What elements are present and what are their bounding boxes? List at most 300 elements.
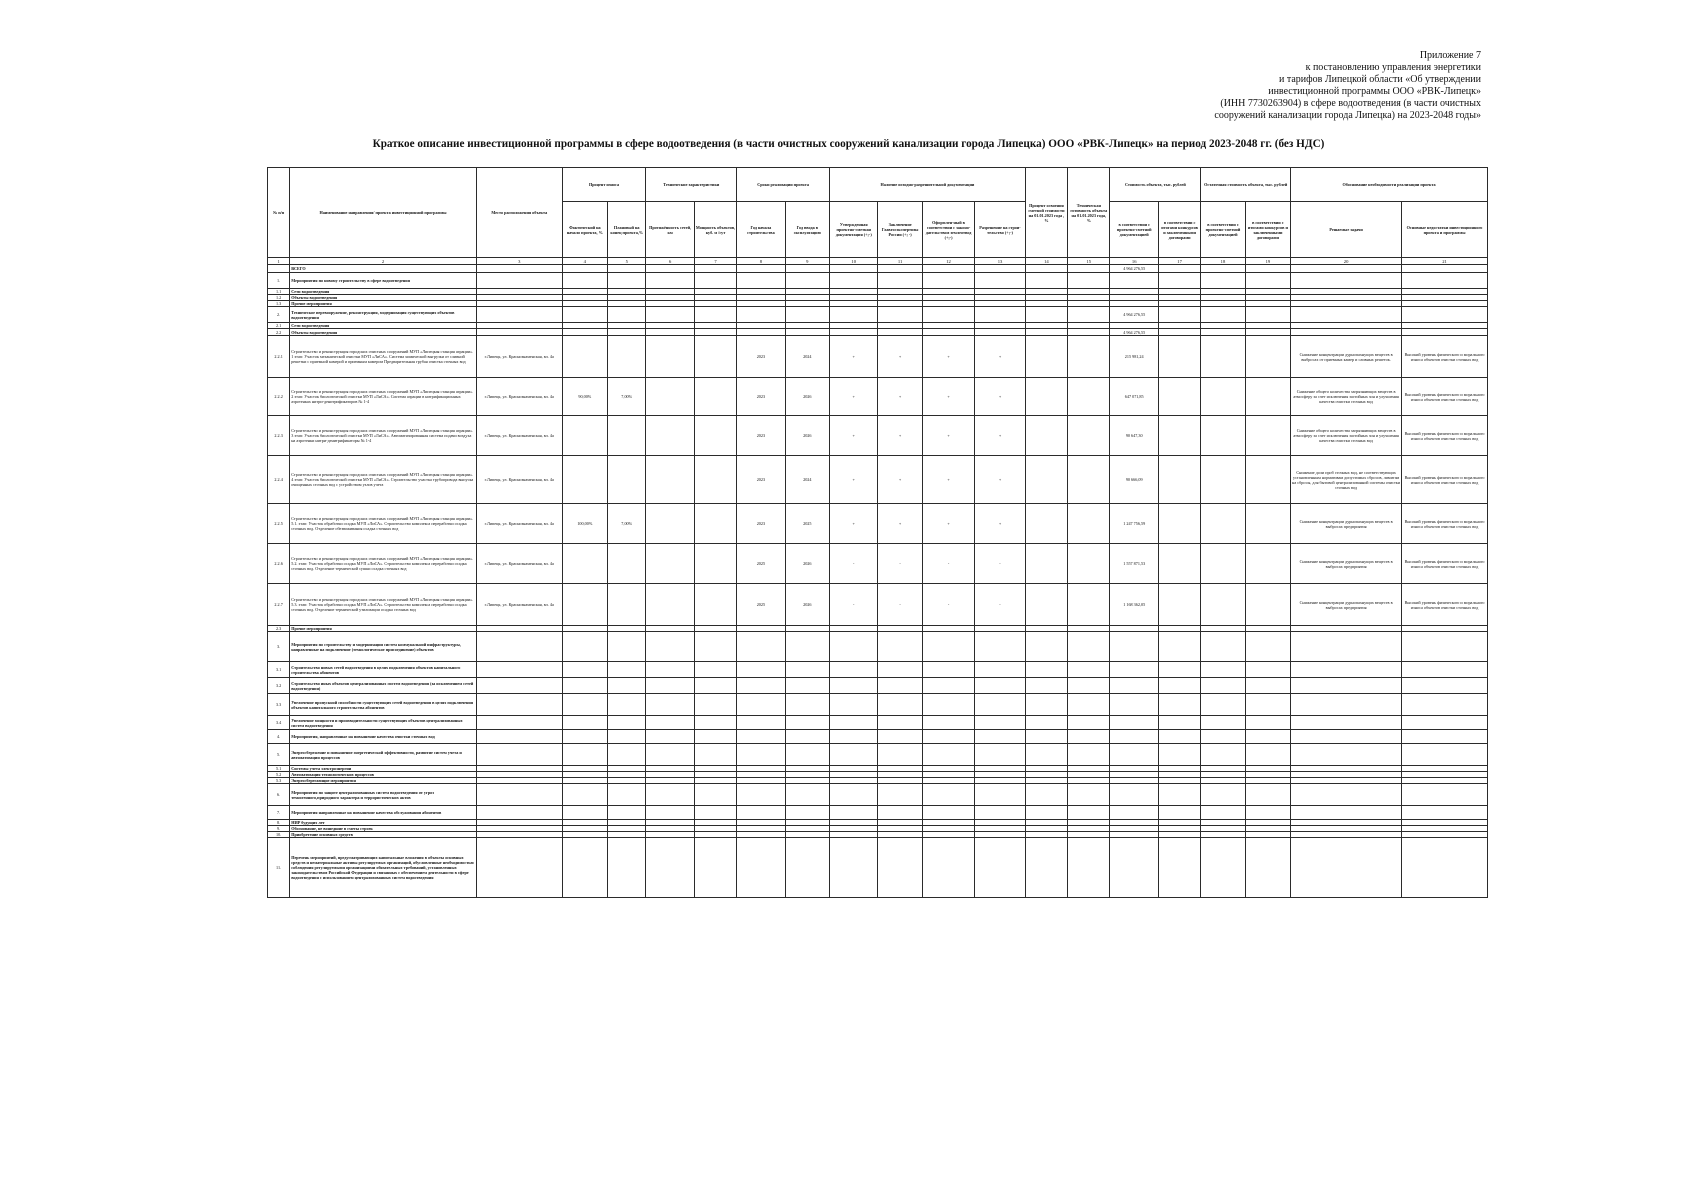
table-cell bbox=[608, 838, 646, 898]
table-row bbox=[268, 838, 1488, 898]
table-cell: + bbox=[922, 336, 974, 378]
table-cell: 7,00% bbox=[608, 504, 646, 544]
table-cell: + bbox=[878, 416, 922, 456]
table-cell bbox=[1291, 806, 1402, 820]
table-cell bbox=[694, 716, 736, 730]
document-title: Краткое описание инвестиционной программы в сфере водоотведения (в части очистных сооружений канализации города Липецка) ООО «РВК-Липецк» на период 2023-2048 гг. (без НДС) bbox=[372, 138, 1325, 150]
table-cell: Снижение доли проб сточных вод, не соответствующих установленным нормативам допустимых сбросов, лимитам на сбросы, для бытовой централизованной системы очистки сточных вод bbox=[1291, 456, 1402, 504]
table-cell bbox=[646, 307, 694, 323]
table-cell: + bbox=[878, 504, 922, 544]
table-cell bbox=[975, 329, 1025, 336]
table-cell: + bbox=[830, 336, 878, 378]
table-cell bbox=[476, 273, 562, 289]
table-cell: 4 964 276,55 bbox=[1110, 265, 1158, 273]
table-cell bbox=[562, 544, 607, 584]
table-cell bbox=[1110, 730, 1158, 744]
table-cell bbox=[922, 694, 974, 716]
table-cell bbox=[694, 378, 736, 416]
table-cell bbox=[785, 273, 829, 289]
table-cell: г.Липецк, ул. Краснознаменская, вл. 4а bbox=[476, 416, 562, 456]
table-row bbox=[268, 336, 1488, 378]
table-cell bbox=[1068, 544, 1110, 584]
table-cell: 1 557 871,53 bbox=[1110, 544, 1158, 584]
table-cell: + bbox=[975, 456, 1025, 504]
table-cell bbox=[737, 730, 785, 744]
table-cell bbox=[878, 784, 922, 806]
table-row bbox=[268, 716, 1488, 730]
table-cell bbox=[1158, 544, 1200, 584]
table-cell bbox=[608, 744, 646, 766]
column-number-cell: 9 bbox=[785, 258, 829, 265]
table-cell: Строительство и реконструкция городских очистных сооружений МУП «Липецкая станция аэрации». 1 этап: Участок механической очистки МУП «ЛиСА». Система химической выгрузки от сливной решетки с приемной камерой и приемным камером Предварительная грубая очистка сточных вод bbox=[290, 336, 477, 378]
table-row bbox=[268, 329, 1488, 336]
table-cell: НИР будущих лет bbox=[290, 820, 477, 826]
table-cell: Перечень мероприятий, предусматривающих капитальные вложения в объекты основных средств и нематериальные активы регулируемых организаций, обусловленные необходимостью соблюдения регулируемыми организациями обязательных требований, установленных законодательством Российской Федерации и связанных с обеспечением деятельности в сфере водоотведения с использованием централизованных систем водоотведения bbox=[290, 838, 477, 898]
table-cell bbox=[1068, 730, 1110, 744]
table-cell: + bbox=[922, 456, 974, 504]
table-cell bbox=[1245, 416, 1290, 456]
table-cell: + bbox=[878, 378, 922, 416]
table-cell bbox=[785, 694, 829, 716]
table-cell bbox=[1291, 838, 1402, 898]
table-cell bbox=[646, 456, 694, 504]
table-cell bbox=[922, 730, 974, 744]
table-cell: + bbox=[975, 416, 1025, 456]
table-cell bbox=[922, 678, 974, 694]
column-number-cell: 13 bbox=[975, 258, 1025, 265]
table-cell: 2.2.4 bbox=[268, 456, 290, 504]
table-cell bbox=[562, 784, 607, 806]
header-cell: Место расположения объекта bbox=[476, 168, 562, 258]
table-cell bbox=[830, 784, 878, 806]
table-cell bbox=[1245, 716, 1290, 730]
table-cell: 4 964 276,55 bbox=[1110, 329, 1158, 336]
table-cell bbox=[878, 716, 922, 730]
table-row bbox=[268, 584, 1488, 626]
table-cell bbox=[1201, 744, 1245, 766]
table-row bbox=[268, 632, 1488, 662]
header-cell: Основные недостатки инвестиционного проекта и программы bbox=[1402, 202, 1488, 258]
table-cell bbox=[922, 806, 974, 820]
table-cell bbox=[1068, 504, 1110, 544]
table-cell bbox=[1110, 632, 1158, 662]
table-cell bbox=[1110, 273, 1158, 289]
table-cell bbox=[1291, 716, 1402, 730]
table-cell bbox=[476, 307, 562, 323]
table-cell bbox=[1025, 584, 1067, 626]
table-cell bbox=[1291, 265, 1402, 273]
table-cell bbox=[975, 730, 1025, 744]
table-cell bbox=[1245, 744, 1290, 766]
table-cell bbox=[476, 662, 562, 678]
table-cell: 100,00% bbox=[562, 504, 607, 544]
table-cell bbox=[975, 694, 1025, 716]
annex-line: Приложение 7 bbox=[1419, 50, 1481, 61]
header-cell: Оформлен-ный в соответствии с законо-дательством землеотвод (+;-) bbox=[922, 202, 974, 258]
table-cell bbox=[1158, 744, 1200, 766]
table-row bbox=[268, 662, 1488, 678]
table-cell bbox=[737, 784, 785, 806]
table-cell bbox=[922, 744, 974, 766]
table-row bbox=[268, 784, 1488, 806]
header-cell: Наименование направления/ проекта инвестиционной программы bbox=[290, 168, 477, 258]
table-cell bbox=[1158, 265, 1200, 273]
table-cell bbox=[737, 329, 785, 336]
table-cell bbox=[1402, 694, 1488, 716]
table-cell bbox=[1110, 838, 1158, 898]
table-cell bbox=[1291, 329, 1402, 336]
table-cell: Мероприятия направленные на повышение качества обслуживания абонентов bbox=[290, 806, 477, 820]
table-cell bbox=[1025, 329, 1067, 336]
table-cell bbox=[1025, 456, 1067, 504]
header-cell: Заключение Главгосэкспертизы России (+; -) bbox=[878, 202, 922, 258]
table-cell bbox=[562, 336, 607, 378]
table-cell bbox=[646, 730, 694, 744]
table-cell bbox=[1291, 730, 1402, 744]
table-cell bbox=[878, 678, 922, 694]
table-cell bbox=[975, 265, 1025, 273]
table-cell: 4. bbox=[268, 730, 290, 744]
table-cell: 2023 bbox=[737, 378, 785, 416]
table-cell bbox=[608, 678, 646, 694]
table-cell: - bbox=[922, 544, 974, 584]
table-cell bbox=[1402, 784, 1488, 806]
table-cell bbox=[694, 336, 736, 378]
header-cell: Техническая готовность объекта на 01.01.2023 года, % bbox=[1068, 168, 1110, 258]
table-cell: 1. bbox=[268, 273, 290, 289]
table-cell bbox=[608, 416, 646, 456]
column-number-cell: 14 bbox=[1025, 258, 1067, 265]
table-cell bbox=[785, 716, 829, 730]
table-cell bbox=[1402, 716, 1488, 730]
table-cell: г.Липецк, ул. Краснознаменская, вл. 4а bbox=[476, 584, 562, 626]
table-cell bbox=[1068, 838, 1110, 898]
table-cell bbox=[785, 678, 829, 694]
header-cell: в соответствии с итогами конкурсов и заключенными договорами bbox=[1245, 202, 1290, 258]
table-cell bbox=[1068, 784, 1110, 806]
table-cell: Мероприятия по защите централизованных систем водоотведения от угроз техногенного,природного характера и террористических актов bbox=[290, 784, 477, 806]
table-cell: 4 964 276,55 bbox=[1110, 307, 1158, 323]
table-cell bbox=[1025, 730, 1067, 744]
table-cell bbox=[878, 838, 922, 898]
table-cell bbox=[1201, 336, 1245, 378]
column-number-cell: 10 bbox=[830, 258, 878, 265]
table-cell bbox=[1068, 307, 1110, 323]
table-cell: 2.2.6 bbox=[268, 544, 290, 584]
table-cell: 2.2 bbox=[268, 329, 290, 336]
header-group-cell: Процент износа bbox=[562, 168, 646, 202]
table-cell: Сети водоотведения bbox=[290, 289, 477, 295]
table-cell bbox=[646, 273, 694, 289]
table-cell: Высокий уровень физического и морального износа объектов очистки сточных вод bbox=[1402, 378, 1488, 416]
header-group-cell: Наличие исходно-разрешительной документации bbox=[830, 168, 1026, 202]
column-number-cell: 11 bbox=[878, 258, 922, 265]
table-cell bbox=[1402, 678, 1488, 694]
annex-line: инвестиционной программы ООО «РВК-Липецк» bbox=[1268, 86, 1481, 97]
table-cell bbox=[878, 273, 922, 289]
table-cell bbox=[1245, 662, 1290, 678]
table-cell bbox=[646, 716, 694, 730]
table-cell bbox=[646, 632, 694, 662]
table-cell bbox=[1068, 744, 1110, 766]
table-cell bbox=[476, 784, 562, 806]
table-cell bbox=[694, 694, 736, 716]
table-cell bbox=[830, 694, 878, 716]
table-cell bbox=[830, 744, 878, 766]
table-cell bbox=[1025, 632, 1067, 662]
table-cell bbox=[975, 716, 1025, 730]
table-cell bbox=[1201, 456, 1245, 504]
table-cell bbox=[694, 584, 736, 626]
table-cell: 90,00% bbox=[562, 378, 607, 416]
table-cell: 2023 bbox=[737, 504, 785, 544]
table-cell bbox=[562, 265, 607, 273]
table-cell bbox=[694, 456, 736, 504]
column-number-cell: 16 bbox=[1110, 258, 1158, 265]
table-cell bbox=[878, 806, 922, 820]
table-cell bbox=[1201, 716, 1245, 730]
table-cell bbox=[922, 716, 974, 730]
header-group-cell: Остаточная стоимость объекта, тыс. рублей bbox=[1201, 168, 1291, 202]
investment-table bbox=[267, 167, 1488, 898]
table-cell bbox=[830, 838, 878, 898]
table-cell bbox=[1158, 806, 1200, 820]
table-cell bbox=[646, 504, 694, 544]
table-cell bbox=[737, 744, 785, 766]
column-number-cell: 21 bbox=[1402, 258, 1488, 265]
table-cell bbox=[562, 716, 607, 730]
table-cell bbox=[1110, 744, 1158, 766]
table-cell bbox=[476, 329, 562, 336]
annex-header bbox=[921, 50, 1481, 122]
table-cell bbox=[608, 584, 646, 626]
table-cell bbox=[608, 662, 646, 678]
table-cell bbox=[830, 265, 878, 273]
table-cell: + bbox=[922, 504, 974, 544]
table-cell bbox=[1025, 838, 1067, 898]
table-cell bbox=[694, 662, 736, 678]
table-cell: 11. bbox=[268, 838, 290, 898]
table-cell bbox=[1245, 504, 1290, 544]
table-cell bbox=[1201, 678, 1245, 694]
table-cell bbox=[1068, 336, 1110, 378]
table-cell bbox=[1291, 662, 1402, 678]
column-number-cell: 1 bbox=[268, 258, 290, 265]
table-cell bbox=[562, 273, 607, 289]
table-cell bbox=[694, 632, 736, 662]
table-cell: - bbox=[830, 544, 878, 584]
table-cell bbox=[878, 744, 922, 766]
column-number-cell: 2 bbox=[290, 258, 477, 265]
table-cell bbox=[694, 838, 736, 898]
table-cell bbox=[608, 694, 646, 716]
header-cell: Мощность объектов, куб. м /сут bbox=[694, 202, 736, 258]
table-cell bbox=[562, 678, 607, 694]
table-cell bbox=[1201, 838, 1245, 898]
table-cell bbox=[830, 806, 878, 820]
table-cell: 2.2.1 bbox=[268, 336, 290, 378]
table-cell bbox=[1245, 806, 1290, 820]
header-cell: в соответствии с проектно-сметной документацией bbox=[1201, 202, 1245, 258]
table-cell bbox=[608, 632, 646, 662]
table-cell: Мероприятия по строительству и модернизации систем коммунальной инфраструктуры, направленные на подключение (технологическое присоединение) объектов bbox=[290, 632, 477, 662]
table-cell: 2024 bbox=[785, 456, 829, 504]
table-cell bbox=[975, 632, 1025, 662]
table-cell: 2025 bbox=[737, 544, 785, 584]
annex-line: (ИНН 7730263904) в сфере водоотведения (в части очистных bbox=[1220, 98, 1481, 109]
table-cell bbox=[608, 329, 646, 336]
table-cell: 10. bbox=[268, 832, 290, 838]
table-cell: 2025 bbox=[785, 504, 829, 544]
table-cell: 90 647,30 bbox=[1110, 416, 1158, 456]
table-cell bbox=[694, 544, 736, 584]
table-cell bbox=[1068, 584, 1110, 626]
table-cell bbox=[922, 307, 974, 323]
header-cell: Протяжённость сетей, км bbox=[646, 202, 694, 258]
table-cell: Увеличение пропускной способности существующих сетей водоотведения в целях подключения объектов капитального строительства абонентов bbox=[290, 694, 477, 716]
table-cell bbox=[1068, 678, 1110, 694]
header-group-cell: Стоимость объекта, тыс. рублей bbox=[1110, 168, 1201, 202]
table-cell bbox=[646, 544, 694, 584]
table-cell: Снижение концентрации дурнопахнущих веществ в выбросах предприятия bbox=[1291, 504, 1402, 544]
table-cell bbox=[476, 716, 562, 730]
annex-line: к постановлению управления энергетики bbox=[1305, 62, 1481, 73]
table-cell bbox=[608, 544, 646, 584]
table-cell: 1 168 362,05 bbox=[1110, 584, 1158, 626]
table-cell: 1 247 756,59 bbox=[1110, 504, 1158, 544]
table-cell: 2. bbox=[268, 307, 290, 323]
table-row bbox=[268, 544, 1488, 584]
table-cell bbox=[1068, 378, 1110, 416]
table-cell: Строительство новых сетей водоотведения в целях подключения объектов капитального строительства абонентов bbox=[290, 662, 477, 678]
table-cell: 3. bbox=[268, 632, 290, 662]
table-cell bbox=[646, 378, 694, 416]
table-cell bbox=[737, 632, 785, 662]
table-cell: Высокий уровень физического и морального износа объектов очистки сточных вод bbox=[1402, 336, 1488, 378]
table-cell: 9. bbox=[268, 826, 290, 832]
table-cell bbox=[694, 730, 736, 744]
table-cell: + bbox=[922, 378, 974, 416]
table-cell: + bbox=[878, 336, 922, 378]
table-cell bbox=[608, 307, 646, 323]
header-group-cell: Сроки реализации проекта bbox=[737, 168, 830, 202]
table-cell bbox=[1245, 336, 1290, 378]
table-cell bbox=[1201, 544, 1245, 584]
table-cell bbox=[1402, 265, 1488, 273]
table-cell bbox=[1291, 694, 1402, 716]
table-cell bbox=[1025, 544, 1067, 584]
table-cell bbox=[694, 265, 736, 273]
header-cell: в соответствии с проектно-сметной документацией bbox=[1110, 202, 1158, 258]
table-cell: 2023 bbox=[737, 456, 785, 504]
table-cell bbox=[694, 273, 736, 289]
table-cell bbox=[1245, 329, 1290, 336]
table-cell bbox=[1402, 273, 1488, 289]
table-cell bbox=[1201, 307, 1245, 323]
table-cell: 5.3 bbox=[268, 778, 290, 784]
header-cell: Процент освоения сметной стоимости на 01.01.2023 года , % bbox=[1025, 168, 1067, 258]
table-row bbox=[268, 307, 1488, 323]
table-cell bbox=[646, 416, 694, 456]
table-cell: + bbox=[830, 504, 878, 544]
table-cell bbox=[1068, 662, 1110, 678]
table-cell: 7. bbox=[268, 806, 290, 820]
table-cell: Строительство иных объектов централизованных систем водоотведения (за исключением сетей водоотведения) bbox=[290, 678, 477, 694]
table-cell bbox=[1110, 694, 1158, 716]
table-cell: + bbox=[830, 456, 878, 504]
table-cell bbox=[1158, 784, 1200, 806]
table-cell: 2026 bbox=[785, 584, 829, 626]
table-cell bbox=[646, 662, 694, 678]
table-cell bbox=[476, 806, 562, 820]
table-cell bbox=[1025, 336, 1067, 378]
table-cell: 2.2.2 bbox=[268, 378, 290, 416]
column-number-cell: 17 bbox=[1158, 258, 1200, 265]
table-cell: - bbox=[830, 584, 878, 626]
table-cell bbox=[737, 273, 785, 289]
table-cell bbox=[1291, 307, 1402, 323]
table-cell bbox=[1201, 416, 1245, 456]
table-cell: 2023 bbox=[737, 336, 785, 378]
table-cell bbox=[1245, 265, 1290, 273]
table-cell bbox=[646, 784, 694, 806]
table-cell bbox=[1068, 806, 1110, 820]
table-cell bbox=[1025, 744, 1067, 766]
table-cell bbox=[830, 329, 878, 336]
table-cell: 2024 bbox=[785, 336, 829, 378]
table-cell bbox=[1158, 838, 1200, 898]
table-cell bbox=[1110, 784, 1158, 806]
table-cell bbox=[785, 744, 829, 766]
table-cell: Снижение общего количества загрязняющих веществ в атмосферу за счет исключения застойных зон и улучшения качества очистки сточных вод bbox=[1291, 378, 1402, 416]
table-cell: + bbox=[830, 378, 878, 416]
table-cell bbox=[1158, 632, 1200, 662]
table-cell bbox=[694, 329, 736, 336]
table-cell: + bbox=[922, 416, 974, 456]
table-row bbox=[268, 678, 1488, 694]
table-cell: Сети водоотведения bbox=[290, 323, 477, 329]
table-cell bbox=[1291, 784, 1402, 806]
table-cell bbox=[1201, 632, 1245, 662]
table-cell: Увеличение мощности и производительности существующих объектов централизованных систем водоотведения bbox=[290, 716, 477, 730]
table-cell: г.Липецк, ул. Краснознаменская, вл. 4а bbox=[476, 544, 562, 584]
table-cell bbox=[785, 632, 829, 662]
table-cell: 3.2 bbox=[268, 678, 290, 694]
table-cell bbox=[1201, 265, 1245, 273]
table-cell bbox=[975, 273, 1025, 289]
table-cell: Мероприятия по новому строительству в сфере водоотведения bbox=[290, 273, 477, 289]
table-cell bbox=[608, 336, 646, 378]
table-cell: 1.1 bbox=[268, 289, 290, 295]
table-cell bbox=[1158, 307, 1200, 323]
table-cell: 647 071,85 bbox=[1110, 378, 1158, 416]
table-cell bbox=[1068, 632, 1110, 662]
table-cell: Строительство и реконструкция городских очистных сооружений МУП «Липецкая станция аэрации». 5.3. этап: Участок обработки осадка МУП «ЛиСА». Строительство комплекса переработки осадка сточных вод. Отделение термической утилизации осадка сточных вод bbox=[290, 584, 477, 626]
table-cell: 215 981,24 bbox=[1110, 336, 1158, 378]
table-cell bbox=[830, 662, 878, 678]
table-cell bbox=[1201, 694, 1245, 716]
table-cell: г.Липецк, ул. Краснознаменская, вл. 4а bbox=[476, 378, 562, 416]
table-cell bbox=[922, 662, 974, 678]
column-number-cell: 19 bbox=[1245, 258, 1290, 265]
table-cell: + bbox=[830, 416, 878, 456]
table-cell: 5.1 bbox=[268, 766, 290, 772]
table-cell bbox=[1158, 416, 1200, 456]
table-cell bbox=[562, 584, 607, 626]
table-cell bbox=[785, 329, 829, 336]
column-number-cell: 6 bbox=[646, 258, 694, 265]
table-cell bbox=[785, 662, 829, 678]
